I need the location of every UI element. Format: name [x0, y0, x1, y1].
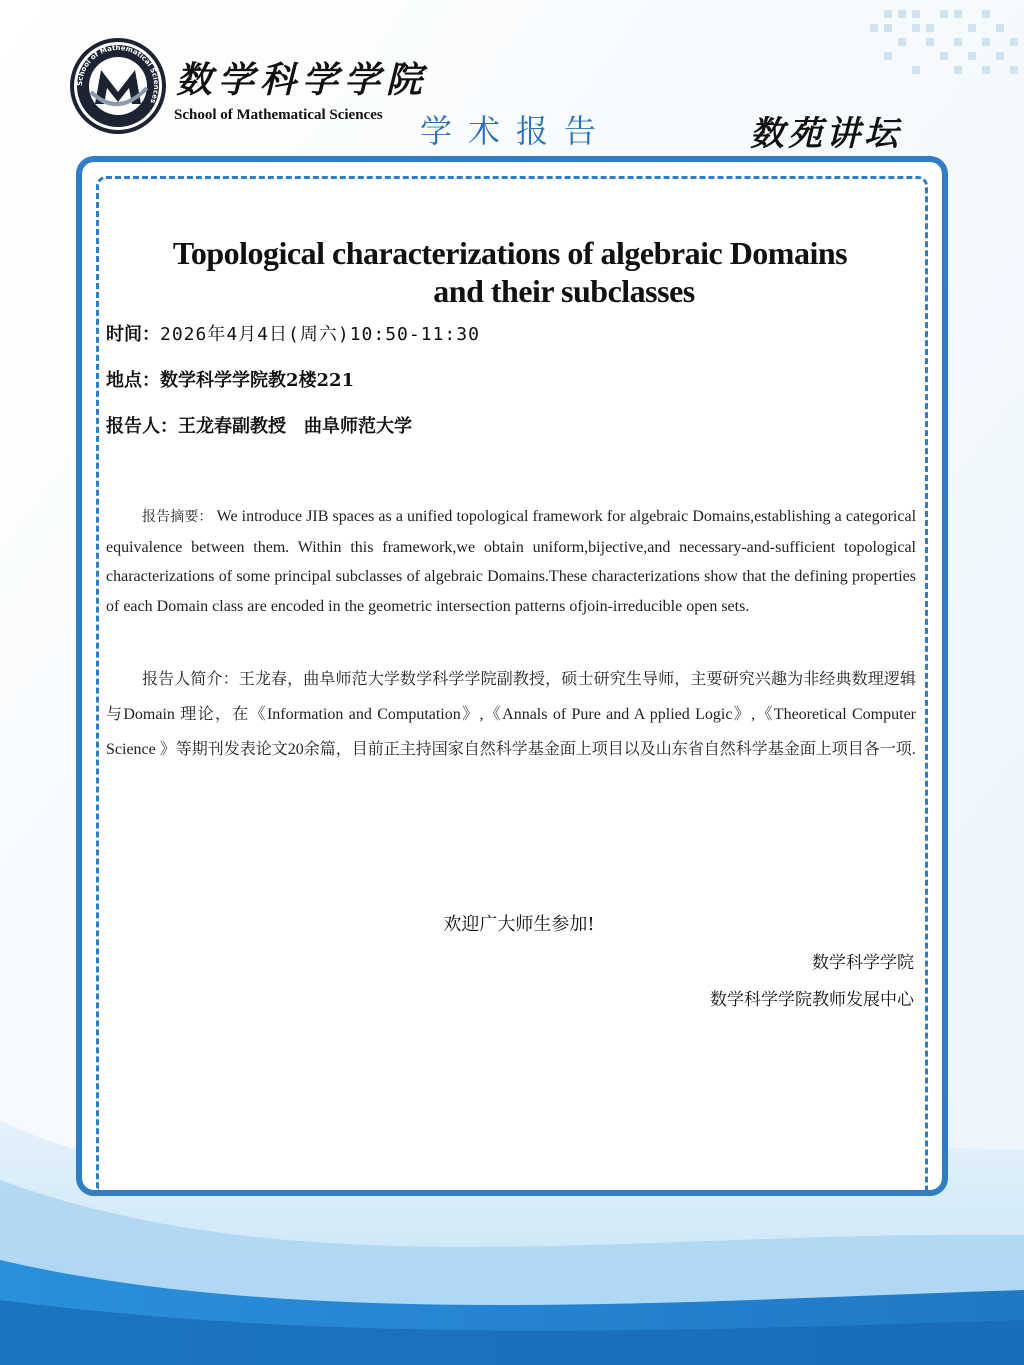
- speaker-bio-paragraph: 报告人简介：王龙春，曲阜师范大学数学科学学院副教授，硕士研究生导师，主要研究兴趣为非经典数理逻辑与Domain 理论，在《Information and Computation》,《Annals of Pure and A pplied Logic》,《Theoretical Computer Science 》等期刊发表论文20余篇，目前正主持国家自然科学基金面上项目以及山东省自然科学基金面上项目各一项.: [106, 671, 916, 758]
- abstract-paragraph: [106, 502, 916, 621]
- speaker-value: 王龙春副教授 曲阜师范大学: [178, 416, 412, 437]
- talk-title-line2: and their subclasses: [433, 273, 695, 309]
- forum-label: 数苑讲坛: [750, 114, 902, 154]
- talk-title-line1: Topological characterizations of algebraic Domains: [172, 235, 848, 271]
- place-label: 地点：: [106, 370, 160, 391]
- welcome-message: 欢迎广大师生参加!: [443, 914, 595, 935]
- report-label: 学术报告: [420, 112, 613, 150]
- abstract-text: We introduce JIB spaces as a unified topological framework for algebraic Domains,establishing a categorical equivalence between them. Within this framework,we obtain uniform,bijective,and necessary-and-sufficient topological characterizations of some principal subclasses of algebraic Domains.These characterizations show that the defining properties of each Domain class are encoded in the geometric intersection patterns ofjoin-irreducible open sets.: [106, 508, 917, 615]
- logo-ring-text: School of Mathematical Sciences: [75, 43, 161, 105]
- time-row: [106, 320, 480, 346]
- time-value: 2026年4月4日(周六)10:50-11:30: [160, 324, 480, 345]
- school-logo: [68, 36, 168, 136]
- time-label: 时间：: [106, 324, 160, 345]
- speaker-row: [106, 412, 412, 438]
- school-name-en: School of Mathematical Sciences: [174, 107, 383, 123]
- speaker-label: 报告人：: [106, 416, 178, 437]
- place-row: [106, 366, 354, 392]
- place-value: 数学科学学院教2楼221: [160, 370, 355, 391]
- logo-letter: M: [117, 100, 119, 101]
- organizer-school: 数学科学学院: [812, 953, 914, 973]
- school-name-cn: 数学科学学院: [176, 59, 429, 101]
- organizer-center: 数学科学学院教师发展中心: [710, 990, 914, 1010]
- talk-title: [100, 234, 920, 310]
- abstract-label: 报告摘要：: [142, 509, 213, 525]
